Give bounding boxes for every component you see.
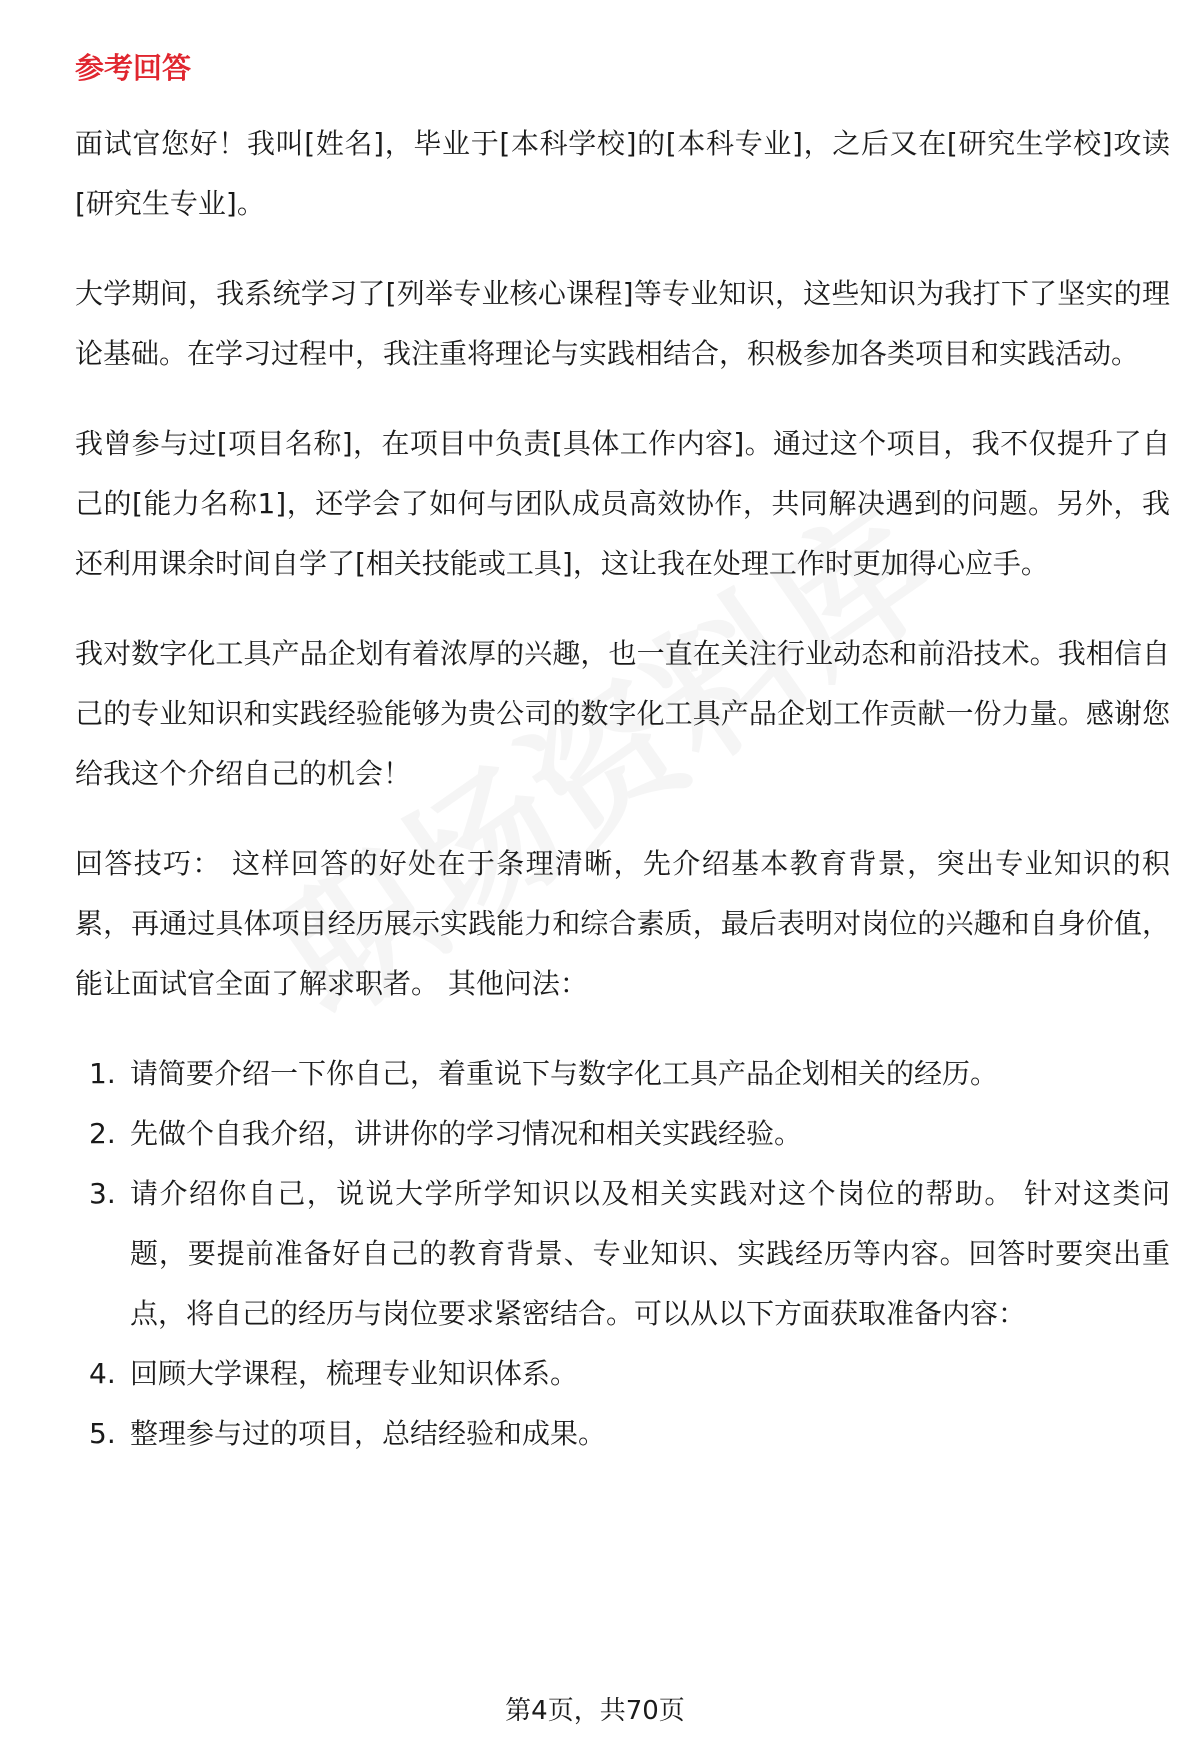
alternative-questions-list	[75, 1044, 1170, 1464]
list-item-text: 请简要介绍一下你自己，着重说下与数字化工具产品企划相关的经历。	[130, 1057, 999, 1090]
list-item-text: 请介绍你自己，说说大学所学知识以及相关实践对这个岗位的帮助。 针对这类问题，要提前准备好自己的教育背景、专业知识、实践经历等内容。回答时要突出重点，将自己的经历与岗位要求紧密结合。可以从以下方面获取准备内容：	[130, 1177, 1170, 1330]
list-item-number: 5.	[89, 1417, 116, 1450]
list-item-number: 2.	[89, 1117, 116, 1150]
paragraph-tips: 回答技巧： 这样回答的好处在于条理清晰，先介绍基本教育背景，突出专业知识的积累，再通过具体项目经历展示实践能力和综合素质，最后表明对岗位的兴趣和自身价值，能让面试官全面了解求职者。 其他问法：	[75, 847, 1170, 1000]
paragraph-education: 大学期间，我系统学习了[列举专业核心课程]等专业知识，这些知识为我打下了坚实的理论基础。在学习过程中，我注重将理论与实践相结合，积极参加各类项目和实践活动。	[75, 277, 1170, 370]
list-item-number: 1.	[89, 1057, 116, 1090]
page-footer: 第4页，共70页	[505, 1696, 685, 1726]
list-item-text: 整理参与过的项目，总结经验和成果。	[130, 1417, 607, 1450]
section-title: 参考回答	[75, 51, 192, 85]
list-item	[75, 1164, 1170, 1344]
list-item-text: 先做个自我介绍，讲讲你的学习情况和相关实践经验。	[130, 1117, 803, 1150]
list-item-text: 回顾大学课程，梳理专业知识体系。	[130, 1357, 579, 1390]
paragraph-interest: 我对数字化工具产品企划有着浓厚的兴趣，也一直在关注行业动态和前沿技术。我相信自己的专业知识和实践经验能够为贵公司的数字化工具产品企划工作贡献一份力量。感谢您给我这个介绍自己的机会！	[75, 637, 1170, 790]
list-item	[75, 1344, 1170, 1404]
list-item	[75, 1044, 1170, 1104]
paragraph-project: 我曾参与过[项目名称]，在项目中负责[具体工作内容]。通过这个项目，我不仅提升了自己的[能力名称1]，还学会了如何与团队成员高效协作，共同解决遇到的问题。另外，我还利用课余时间自学了[相关技能或工具]，这让我在处理工作时更加得心应手。	[75, 427, 1170, 580]
page-content	[75, 48, 1170, 1464]
list-item-number: 4.	[89, 1357, 116, 1390]
list-item	[75, 1404, 1170, 1464]
list-item	[75, 1104, 1170, 1164]
paragraph-intro: 面试官您好！我叫[姓名]，毕业于[本科学校]的[本科专业]，之后又在[研究生学校]攻读[研究生专业]。	[75, 127, 1170, 220]
list-item-number: 3.	[89, 1177, 116, 1210]
